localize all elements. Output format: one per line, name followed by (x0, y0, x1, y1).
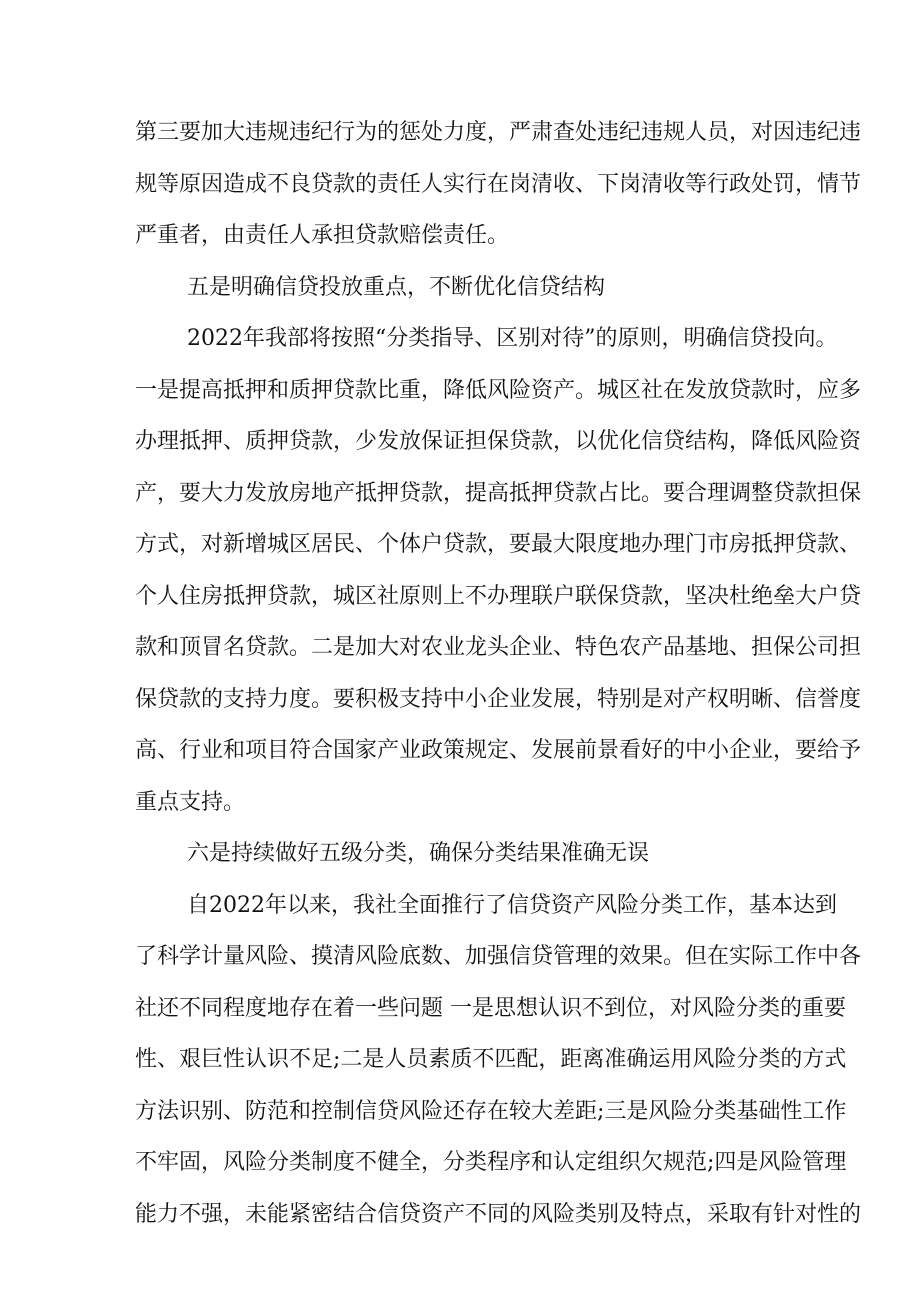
paragraph-line: 能力不强，未能紧密结合信贷资产不同的风险类别及特点，采取有针对性的 (135, 1202, 862, 1227)
paragraph-line: 第三要加大违规违纪行为的惩处力度，严肃查处违纪违规人员，对因违纪违 (135, 120, 862, 145)
paragraph-line: 了科学计量风险、摸清风险底数、加强信贷管理的效果。但在实际工作中各 (135, 944, 862, 969)
paragraph-line: 社还不同程度地存在着一些问题 一是思想认识不到位，对风险分类的重要 (135, 996, 846, 1021)
paragraph-line: 性、艰巨性认识不足;二是人员素质不匹配，距离准确运用风险分类的方式 (135, 1047, 847, 1072)
paragraph-line: 方法识别、防范和控制信贷风险还存在较大差距;三是风险分类基础性工作 (135, 1099, 847, 1124)
paragraph-line: 方式，对新增城区居民、个体户贷款，要最大限度地办理门市房抵押贷款、 (135, 532, 862, 557)
paragraph-line: 一是提高抵押和质押贷款比重，降低风险资产。城区社在发放贷款时，应多 (135, 378, 862, 403)
paragraph-line: 2022年我部将按照“分类指导、区别对待”的原则，明确信贷投向。 (187, 326, 838, 351)
paragraph-line: 自2022年以来，我社全面推行了信贷资产风险分类工作，基本达到 (187, 893, 837, 918)
paragraph-line: 规等原因造成不良贷款的责任人实行在岗清收、下岗清收等行政处罚，情节 (135, 172, 862, 197)
paragraph-line: 个人住房抵押贷款，城区社原则上不办理联户联保贷款，坚决杜绝垒大户贷 (135, 584, 862, 609)
paragraph-line: 产，要大力发放房地产抵押贷款，提高抵押贷款占比。要合理调整贷款担保 (135, 481, 862, 506)
paragraph-line: 款和顶冒名贷款。二是加大对农业龙头企业、特色农产品基地、担保公司担 (135, 635, 862, 660)
paragraph-line: 办理抵押、质押贷款，少发放保证担保贷款，以优化信贷结构，降低风险资 (135, 429, 862, 454)
paragraph-line: 重点支持。 (135, 790, 246, 815)
paragraph-line: 保贷款的支持力度。要积极支持中小企业发展，特别是对产权明晰、信誉度 (135, 687, 862, 712)
section-heading: 六是持续做好五级分类，确保分类结果准确无误 (187, 841, 650, 866)
paragraph-line: 严重者，由责任人承担贷款赔偿责任。 (135, 223, 510, 248)
paragraph-line: 不牢固，风险分类制度不健全，分类程序和认定组织欠规范;四是风险管理 (135, 1150, 847, 1175)
paragraph-line: 高、行业和项目符合国家产业政策规定、发展前景看好的中小企业，要给予 (135, 738, 862, 763)
section-heading: 五是明确信贷投放重点，不断优化信贷结构 (187, 275, 606, 300)
